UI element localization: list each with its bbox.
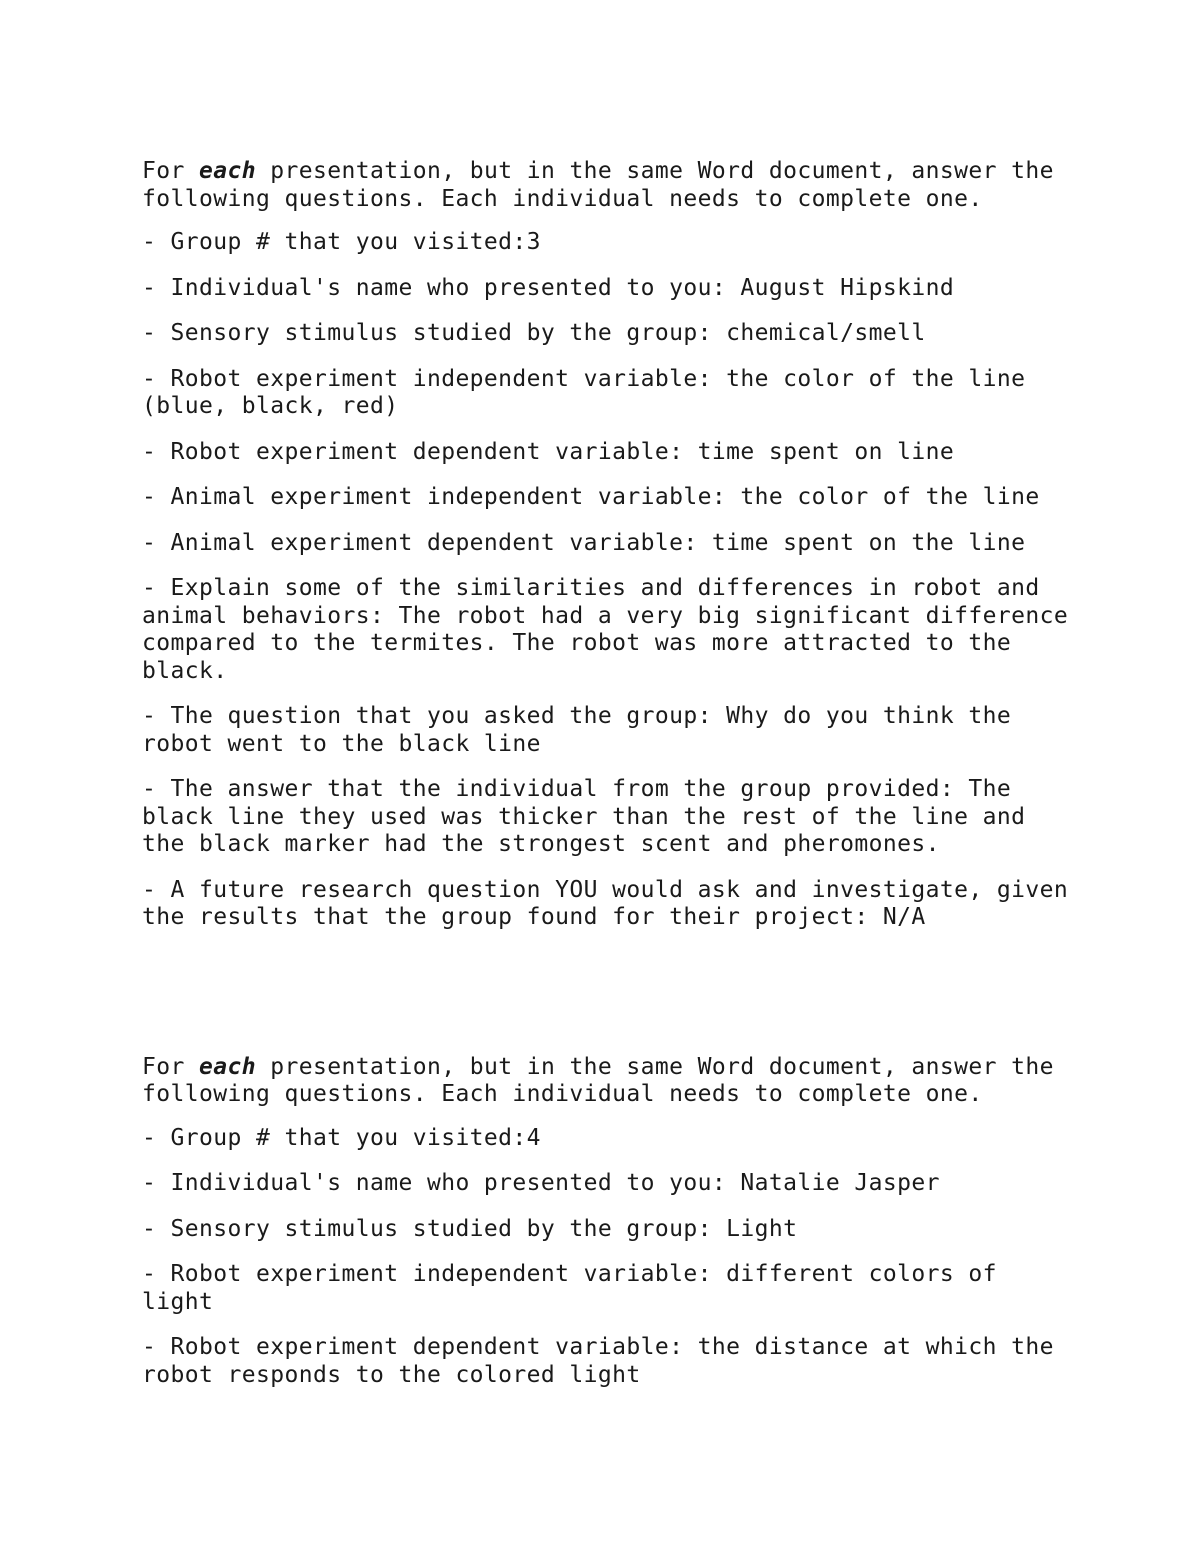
document-page bbox=[142, 158, 1082, 1407]
answer-sensory-stimulus: - Sensory stimulus studied by the group: chemical/smell bbox=[142, 320, 926, 346]
answer-presenter-name: - Individual's name who presented to you: August Hipskind bbox=[142, 274, 955, 301]
instructions-paragraph: For each presentation, but in the same Word document, answer the following questions. Each individual needs to complete one. bbox=[142, 1053, 1054, 1107]
response-section-2 bbox=[142, 1054, 1082, 1390]
answer-animal-dependent-variable: - Animal experiment dependent variable: time spent on the line bbox=[142, 529, 1026, 556]
answer-robot-dependent-variable: - Robot experiment dependent variable: the distance at which the robot responds to the colored light bbox=[142, 1334, 1054, 1388]
answer-future-research-question: - A future research question YOU would ask and investigate, given the results that the group found for their project: N/A bbox=[142, 876, 1069, 930]
answer-group-number: - Group # that you visited:3 bbox=[142, 229, 541, 255]
answer-group-number: - Group # that you visited:4 bbox=[142, 1124, 541, 1151]
emphasis-each: each bbox=[199, 1053, 256, 1080]
emphasis-each: each bbox=[199, 158, 256, 184]
response-section-1 bbox=[142, 158, 1082, 932]
answer-presenter-name: - Individual's name who presented to you: Natalie Jasper bbox=[142, 1170, 940, 1196]
answer-robot-independent-variable: - Robot experiment independent variable: different colors of light bbox=[142, 1261, 997, 1315]
answer-group-response: - The answer that the individual from the group provided: The black line they used was thicker than the rest of the line and the black marker had the strongest scent and pheromones. bbox=[142, 776, 1026, 857]
instructions-paragraph: For each presentation, but in the same Word document, answer the following questions. Each individual needs to complete one. bbox=[142, 158, 1054, 212]
answer-robot-dependent-variable: - Robot experiment dependent variable: time spent on line bbox=[142, 438, 955, 465]
section-spacer bbox=[142, 950, 1082, 1054]
answer-question-asked: - The question that you asked the group: Why do you think the robot went to the black line bbox=[142, 703, 1012, 757]
answer-similarities-differences: - Explain some of the similarities and differences in robot and animal behaviors: The robot had a very big significant difference compared to the termites. The robot was more attracted to the black. bbox=[142, 575, 1069, 684]
answer-animal-independent-variable: - Animal experiment independent variable: the color of the line bbox=[142, 484, 1040, 510]
answer-robot-independent-variable: - Robot experiment independent variable: the color of the line (blue, black, red) bbox=[142, 365, 1026, 419]
answer-sensory-stimulus: - Sensory stimulus studied by the group: Light bbox=[142, 1215, 798, 1242]
